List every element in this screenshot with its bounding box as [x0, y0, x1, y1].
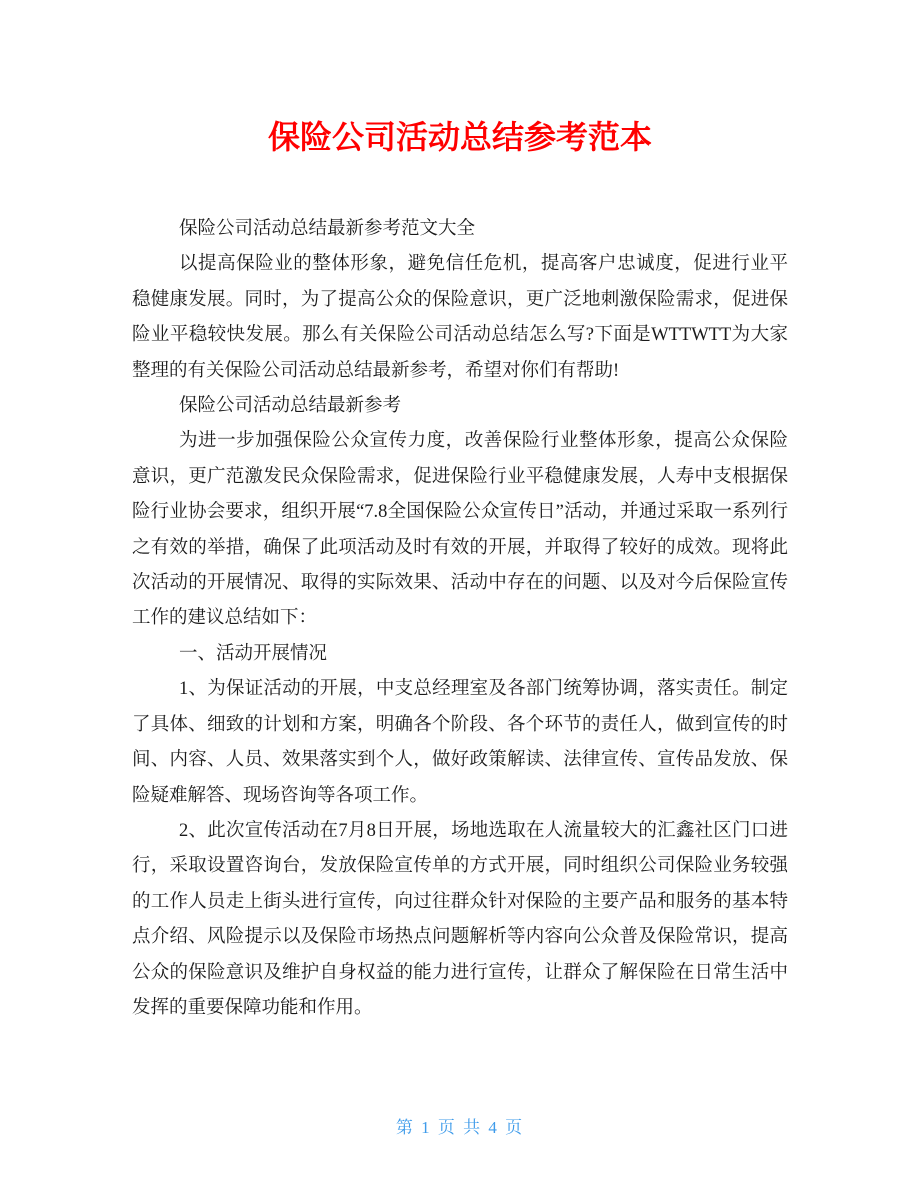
- paragraph-item-1: 1、为保证活动的开展，中支总经理室及各部门统筹协调，落实责任。制定了具体、细致的计划和方案，明确各个阶段、各个环节的责任人，做到宣传的时间、内容、人员、效果落实到个人，做好政策解读、法律宣传、宣传品发放、保险疑难解答、现场咨询等各项工作。: [132, 679, 788, 806]
- page-number-footer: 第 1 页 共 4 页: [395, 1118, 525, 1137]
- paragraph-section-heading: 保险公司活动总结最新参考: [179, 396, 402, 417]
- document-body: [132, 212, 788, 1026]
- paragraph-intro-heading: 保险公司活动总结最新参考范文大全: [179, 219, 476, 239]
- paragraph-overview: 为进一步加强保险公众宣传力度，改善保险行业整体形象，提高公众保险意识，更广范激发民众保险需求，促进保险行业平稳健康发展，人寿中支根据保险行业协会要求，组织开展“7.8全国保险公众宣传日”活动，并通过采取一系列行之有效的举措，确保了此项活动及时有效的开展，并取得了较好的成效。现将此次活动的开展情况、取得的实际效果、活动中存在的问题、以及对今后保险宣传工作的建议总结如下：: [132, 431, 788, 629]
- paragraph-part-one-heading: 一、活动开展情况: [179, 643, 328, 664]
- paragraph-item-2: 2、此次宣传活动在7月8日开展，场地选取在人流量较大的汇鑫社区门口进行，采取设置咨询台，发放保险宣传单的方式开展，同时组织公司保险业务较强的工作人员走上街头进行宣传，向过往群众针对保险的主要产品和服务的基本特点介绍、风险提示以及保险市场热点问题解析等内容向公众普及保险常识，提高公众的保险意识及维护自身权益的能力进行宣传，让群众了解保险在日常生活中发挥的重要保障功能和作用。: [132, 820, 788, 1018]
- paragraph-intro: 以提高保险业的整体形象，避免信任危机，提高客户忠诚度，促进行业平稳健康发展。同时，为了提高公众的保险意识，更广泛地刺激保险需求，促进保险业平稳较快发展。那么有关保险公司活动总结怎么写?下面是WTTWTT为大家整理的有关保险公司活动总结最新参考，希望对你们有帮助!: [132, 254, 788, 381]
- document-title: 保险公司活动总结参考范本: [267, 119, 652, 155]
